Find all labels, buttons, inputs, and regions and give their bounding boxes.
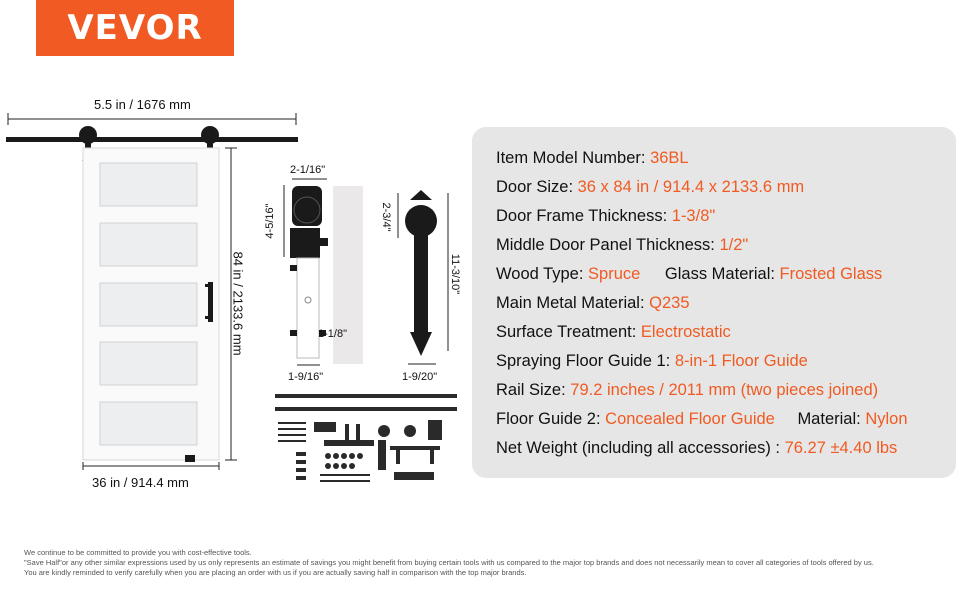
track-rail	[6, 137, 298, 142]
spec-model-value: 36BL	[650, 149, 689, 167]
floor-guide	[185, 455, 195, 462]
spec-frame-value: 1-3/8"	[671, 207, 716, 225]
spec-rail-value: 79.2 inches / 2011 mm (two pieces joined)	[570, 381, 879, 399]
strap-top-label: 2-3/4"	[380, 202, 392, 232]
strap-front-view	[398, 190, 448, 364]
spec-weight-value: 76.27 ±4.40 lbs	[784, 439, 898, 457]
hanger-height-label: 4-5/16"	[264, 203, 276, 239]
spec-glass-value: Frosted Glass	[779, 265, 883, 283]
spec-wood-glass: Wood Type: Spruce Glass Material: Frosted Glass	[496, 265, 883, 283]
spec-net-weight: Net Weight (including all accessories) : 76.27 ±4.40 lbs	[496, 439, 898, 457]
spec-guide2-value: Concealed Floor Guide	[605, 410, 775, 428]
spec-spraying-value: 8-in-1 Floor Guide	[674, 352, 808, 370]
spec-panel	[472, 127, 956, 478]
spec-metal: Main Metal Material: Q235	[496, 294, 690, 312]
strap-base-label: 1-9/20"	[402, 371, 438, 383]
spec-floor-guide-2: Floor Guide 2: Concealed Floor Guide Material: Nylon	[496, 410, 908, 428]
hanger-base-label: 1-9/16"	[288, 371, 324, 383]
spec-material-value: Nylon	[865, 410, 908, 428]
accessory-rails	[275, 394, 457, 411]
spec-spraying: Spraying Floor Guide 1: 8-in-1 Floor Guide	[496, 352, 808, 370]
spec-surface-value: Electrostatic	[640, 323, 731, 341]
hanger-width-label: 2-1/16"	[290, 164, 326, 176]
strap-length-label: 11-3/10"	[449, 253, 461, 295]
spec-door-size-value: 36 x 84 in / 914.4 x 2133.6 mm	[577, 178, 805, 196]
spec-metal-value: Q235	[649, 294, 690, 312]
spec-frame-thickness: Door Frame Thickness: 1-3/8"	[496, 207, 716, 225]
door-height-label: 84 in / 2133.6 mm	[230, 251, 246, 356]
logo-text: VEVOR	[67, 8, 203, 48]
footer-line-2: "Save Half"or any other similar expressions used by us only represents an estimate of savings you might benefit from buying certain tools with us compared to the major top brands and does not necessarily mean to cover all categories of tools offered by us.	[24, 558, 874, 567]
board-thickness-label: 1-1/8"	[318, 328, 347, 340]
door-width-label: 36 in / 914.4 mm	[92, 475, 189, 490]
spec-panel-value: 1/2"	[719, 236, 749, 254]
door-handle	[208, 282, 213, 322]
spec-wood-value: Spruce	[588, 265, 641, 283]
spec-model: Item Model Number: 36BL	[496, 149, 689, 167]
spec-door-size: Door Size: 36 x 84 in / 914.4 x 2133.6 mm	[496, 178, 805, 196]
spec-rail-size: Rail Size: 79.2 inches / 2011 mm (two pieces joined)	[496, 381, 879, 399]
footer-line-3: You are kindly reminded to verify carefully when you are placing an order with us if you are actually saving half in comparison with the top major brands.	[24, 568, 527, 577]
spec-panel-thickness: Middle Door Panel Thickness: 1/2"	[496, 236, 749, 254]
accessory-parts	[278, 420, 442, 482]
rail-length-label: 5.5 in / 1676 mm	[94, 97, 191, 112]
glass-panes	[100, 163, 197, 445]
footer-line-1: We continue to be committed to provide you with cost-effective tools.	[24, 548, 252, 557]
spec-surface: Surface Treatment: Electrostatic	[496, 323, 731, 341]
